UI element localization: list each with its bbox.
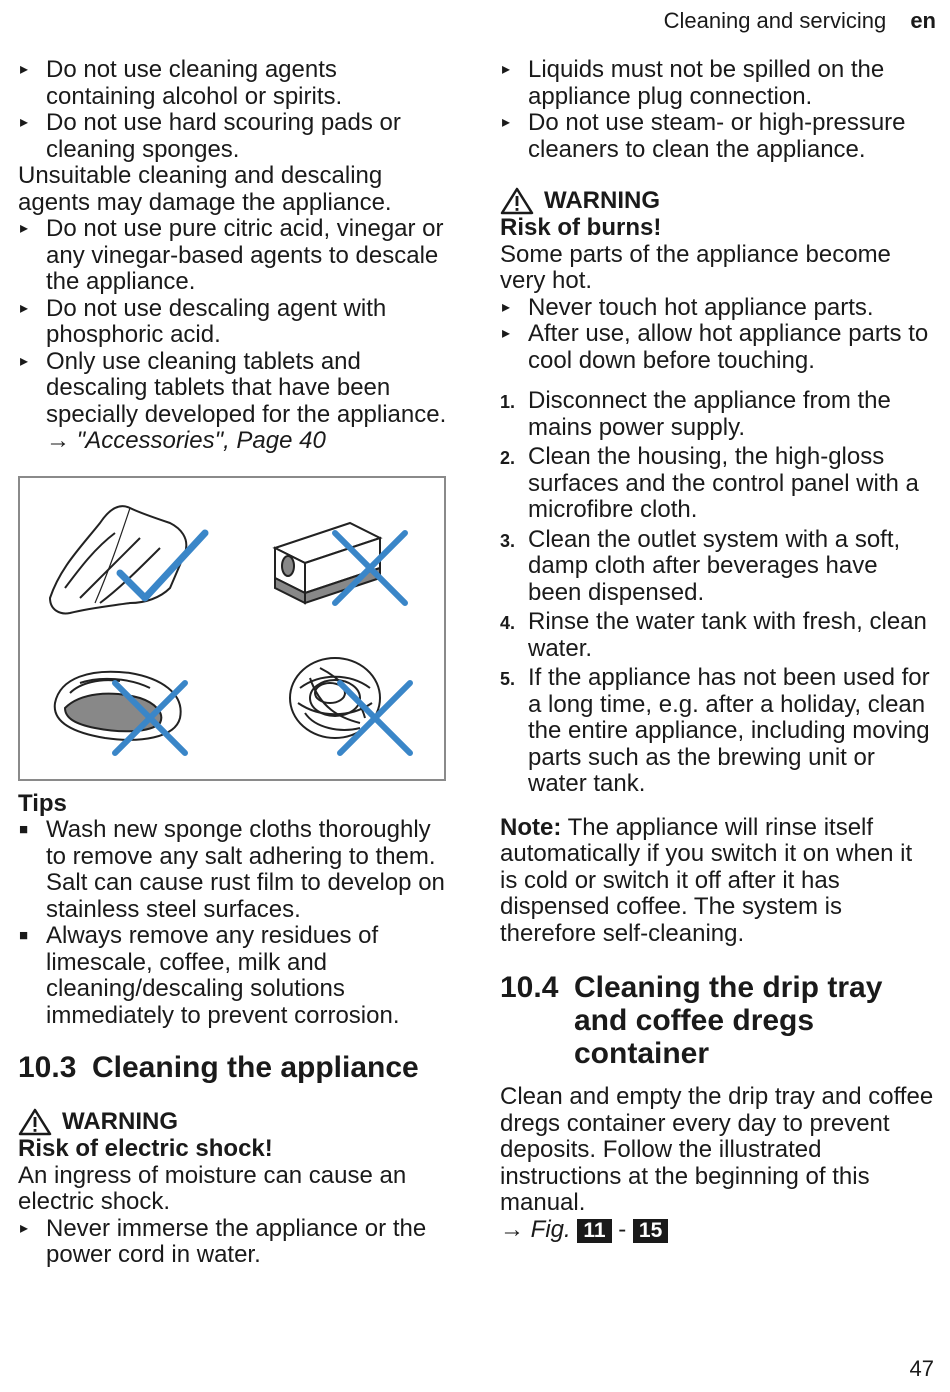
warning-label: WARNING	[544, 186, 660, 214]
list-item: ▸ Never immerse the appliance or the power cord in water.	[18, 1216, 450, 1269]
step-number: 2.	[500, 448, 516, 468]
note-paragraph	[500, 815, 936, 948]
step-item	[500, 609, 936, 662]
step-text: If the appliance has not been used for a long time, e.g. after a holiday, clean the entire appliance, including moving parts such as the brewing unit or water tank.	[528, 664, 930, 797]
warning-text: An ingress of moisture can cause an electric shock.	[18, 1161, 407, 1215]
step-number: 3.	[500, 530, 516, 551]
step-number: 5.	[500, 669, 516, 689]
list-item: ▸ Do not use steam- or high-pressure cleaners to clean the appliance.	[500, 110, 936, 163]
header-section-title: Cleaning and servicing	[663, 8, 887, 33]
warning-label: WARNING	[62, 1107, 178, 1135]
list-item: ▸ Never touch hot appliance parts.	[500, 295, 936, 322]
step-item	[500, 527, 936, 607]
step-item	[500, 388, 936, 441]
descaling-bullets	[18, 216, 450, 455]
warning-title	[18, 1108, 450, 1136]
liquid-bullets	[500, 57, 936, 163]
warning-triangle-icon	[18, 1108, 52, 1136]
right-column	[500, 57, 936, 1243]
list-item	[18, 349, 450, 455]
warning-subtitle: Risk of electric shock!	[18, 1135, 273, 1162]
figure-badge-from[interactable]: 11	[577, 1219, 611, 1243]
figure-ref-separator: -	[618, 1215, 627, 1243]
figure-ref-prefix: → Fig.	[500, 1215, 571, 1243]
tip-item: ■ Wash new sponge cloths thoroughly to remove any salt adhering to them. Salt can cause rust film to develop on stainless steel surfaces.	[18, 817, 450, 923]
tip-item: ■ Always remove any residues of limescale, coffee, milk and cleaning/descaling solutions immediately to prevent corrosion.	[18, 923, 450, 1029]
list-item: ▸ Do not use descaling agent with phosphoric acid.	[18, 296, 450, 349]
step-number: 4.	[500, 613, 516, 633]
list-item-text: Only use cleaning tablets and descaling tablets that have been specially developed for the appliance.	[46, 347, 447, 428]
page-number: 47	[909, 1356, 934, 1381]
note-text: The appliance will rinse itself automatically if you switch it on when it is cold or switch it off after it has dispensed coffee. The system is therefore self-cleaning.	[500, 813, 913, 947]
warning-subtitle: Risk of burns!	[500, 214, 662, 241]
page-header	[664, 8, 936, 34]
warning-triangle-icon	[500, 187, 534, 215]
left-column	[18, 57, 450, 1269]
step-item	[500, 665, 936, 798]
tips-list	[18, 817, 450, 1029]
burns-warning	[500, 187, 936, 374]
step-text: Clean the housing, the high-gloss surfaces and the control panel with a microfibre cloth.	[528, 443, 919, 523]
section-title: Cleaning the drip tray and coffee dregs container	[574, 971, 883, 1070]
step-text: Rinse the water tank with fresh, clean water.	[528, 608, 927, 662]
section-heading-10-3	[18, 1051, 450, 1084]
list-item: ▸ Do not use cleaning agents containing alcohol or spirits.	[18, 57, 450, 110]
cleaning-materials-figure	[18, 476, 446, 781]
drip-tray-paragraph: Clean and empty the drip tray and coffee dregs container every day to prevent deposits. Follow the illustrated instructions at the beginning of this manual.	[500, 1083, 934, 1216]
accessories-link[interactable]: → "Accessories", Page 40	[46, 427, 326, 454]
section-heading-10-4	[500, 971, 936, 1070]
cleaning-materials-illustration	[20, 478, 448, 783]
warning-text: Some parts of the appliance become very hot.	[500, 240, 891, 294]
step-number: 1.	[500, 392, 516, 412]
step-text: Clean the outlet system with a soft, damp cloth after beverages have been dispensed.	[528, 525, 901, 606]
figure-badge-to[interactable]: 15	[633, 1219, 668, 1243]
warning-bullets	[500, 295, 936, 375]
list-item: ▸ Liquids must not be spilled on the appliance plug connection.	[500, 57, 936, 110]
list-item: ▸ Do not use pure citric acid, vinegar or any vinegar-based agents to descale the appliance.	[18, 216, 450, 296]
electric-shock-warning	[18, 1108, 450, 1269]
section-number: 10.4	[500, 971, 559, 1004]
tips-heading: Tips	[18, 789, 67, 817]
section-title: Cleaning the appliance	[92, 1051, 419, 1084]
list-item: ▸ After use, allow hot appliance parts to cool down before touching.	[500, 321, 936, 374]
header-language: en	[910, 8, 936, 33]
cleaning-agent-bullets	[18, 57, 450, 163]
section-number: 10.3	[18, 1051, 77, 1084]
warning-title	[500, 187, 936, 215]
warning-bullets	[18, 1216, 450, 1269]
step-text: Disconnect the appliance from the mains power supply.	[528, 387, 891, 441]
descaling-paragraph: Unsuitable cleaning and descaling agents may damage the appliance.	[18, 162, 392, 216]
list-item: ▸ Do not use hard scouring pads or cleaning sponges.	[18, 110, 450, 163]
sponge-cloth-icon	[50, 506, 186, 613]
figure-reference	[500, 1217, 936, 1244]
note-label: Note:	[500, 813, 562, 841]
cleaning-steps	[500, 388, 936, 798]
step-item	[500, 444, 936, 524]
